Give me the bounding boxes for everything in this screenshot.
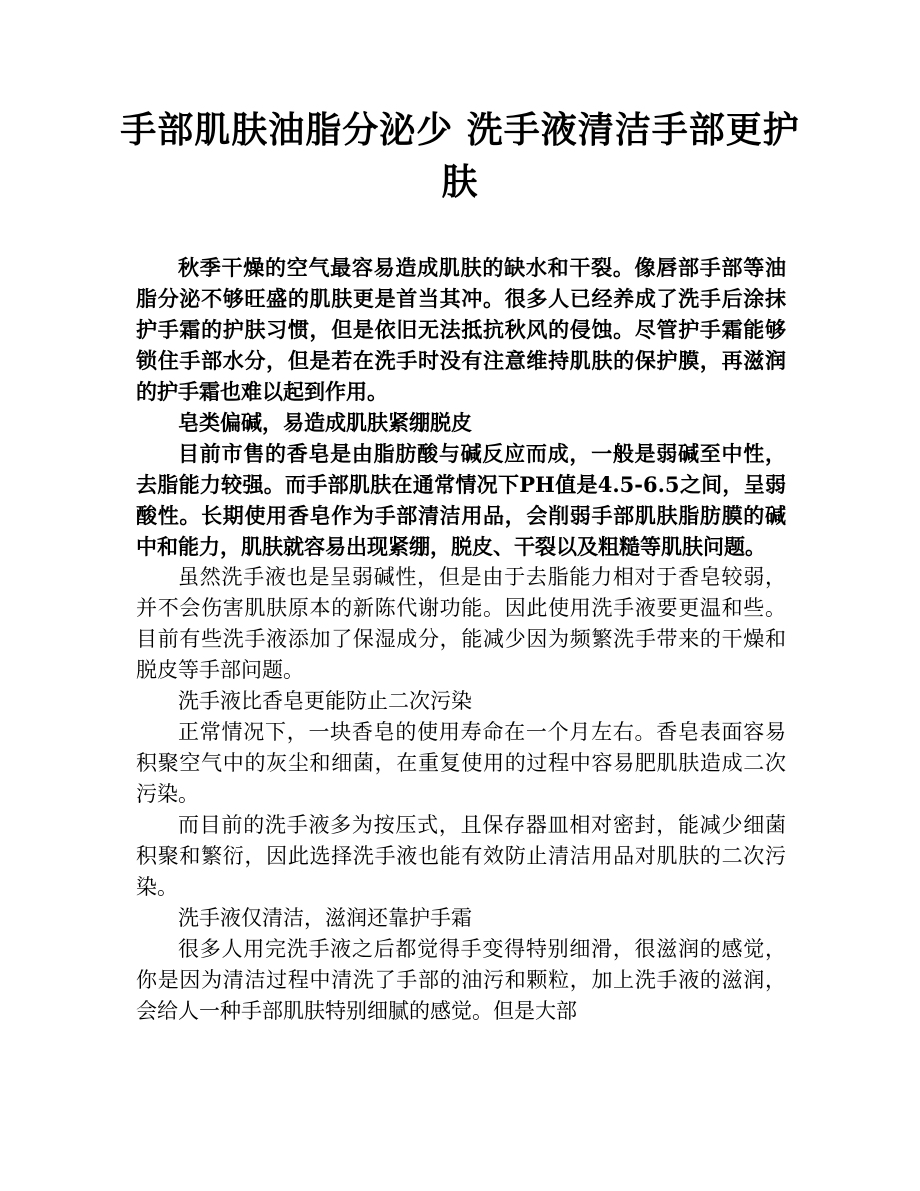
paragraph-handwash-feel: 很多人用完洗手液之后都觉得手变得特别细滑，很滋润的感觉，你是因为清洁过程中清洗了手部的油污和颗粒，加上洗手液的滋润，会给人一种手部肌肤特别细腻的感觉。但是大部: [136, 937, 786, 1023]
article-body: [136, 252, 786, 1027]
section-heading-secondary-pollution: 洗手液比香皂更能防止二次污染: [178, 689, 472, 713]
paragraph-press-type: 而目前的洗手液多为按压式，且保存器皿相对密封，能减少细菌积聚和繁衍，因此选择洗手液也能有效防止清洁用品对肌肤的二次污染。: [136, 813, 786, 899]
section-heading-soap-alkaline: 皂类偏碱，易造成肌肤紧绷脱皮: [178, 410, 472, 435]
paragraph-soap-ph: 目前市售的香皂是由脂肪酸与碱反应而成，一般是弱碱至中性，去脂能力较强。而手部肌肤在通常情况下PH值是4.5-6.5之间，呈弱酸性。长期使用香皂作为手部清洁用品，会削弱手部肌肤脂肪膜的碱中和能力，肌肤就容易出现紧绷，脱皮、干裂以及粗糙等肌肤问题。: [136, 441, 786, 559]
paragraph-intro: 秋季干燥的空气最容易造成肌肤的缺水和干裂。像唇部手部等油脂分泌不够旺盛的肌肤更是首当其冲。很多人已经养成了洗手后涂抹护手霜的护肤习惯，但是依旧无法抵抗秋风的侵蚀。尽管护手霜能够锁住手部水分，但是若在洗手时没有注意维持肌肤的保护膜，再滋润的护手霜也难以起到作用。: [136, 255, 786, 404]
paragraph-handwash-mild: 虽然洗手液也是呈弱碱性，但是由于去脂能力相对于香皂较弱，并不会伤害肌肤原本的新陈代谢功能。因此使用洗手液要更温和些。目前有些洗手液添加了保湿成分，能减少因为频繁洗手带来的干燥和脱皮等手部问题。: [136, 565, 786, 682]
section-heading-moisturize: 洗手液仅清洁，滋润还靠护手霜: [178, 906, 472, 930]
page-title: 手部肌肤油脂分泌少 洗手液清洁手部更护肤: [120, 109, 800, 203]
paragraph-soap-lifespan: 正常情况下，一块香皂的使用寿命在一个月左右。香皂表面容易积聚空气中的灰尘和细菌，在重复使用的过程中容易肥肌肤造成二次污染。: [136, 720, 786, 806]
